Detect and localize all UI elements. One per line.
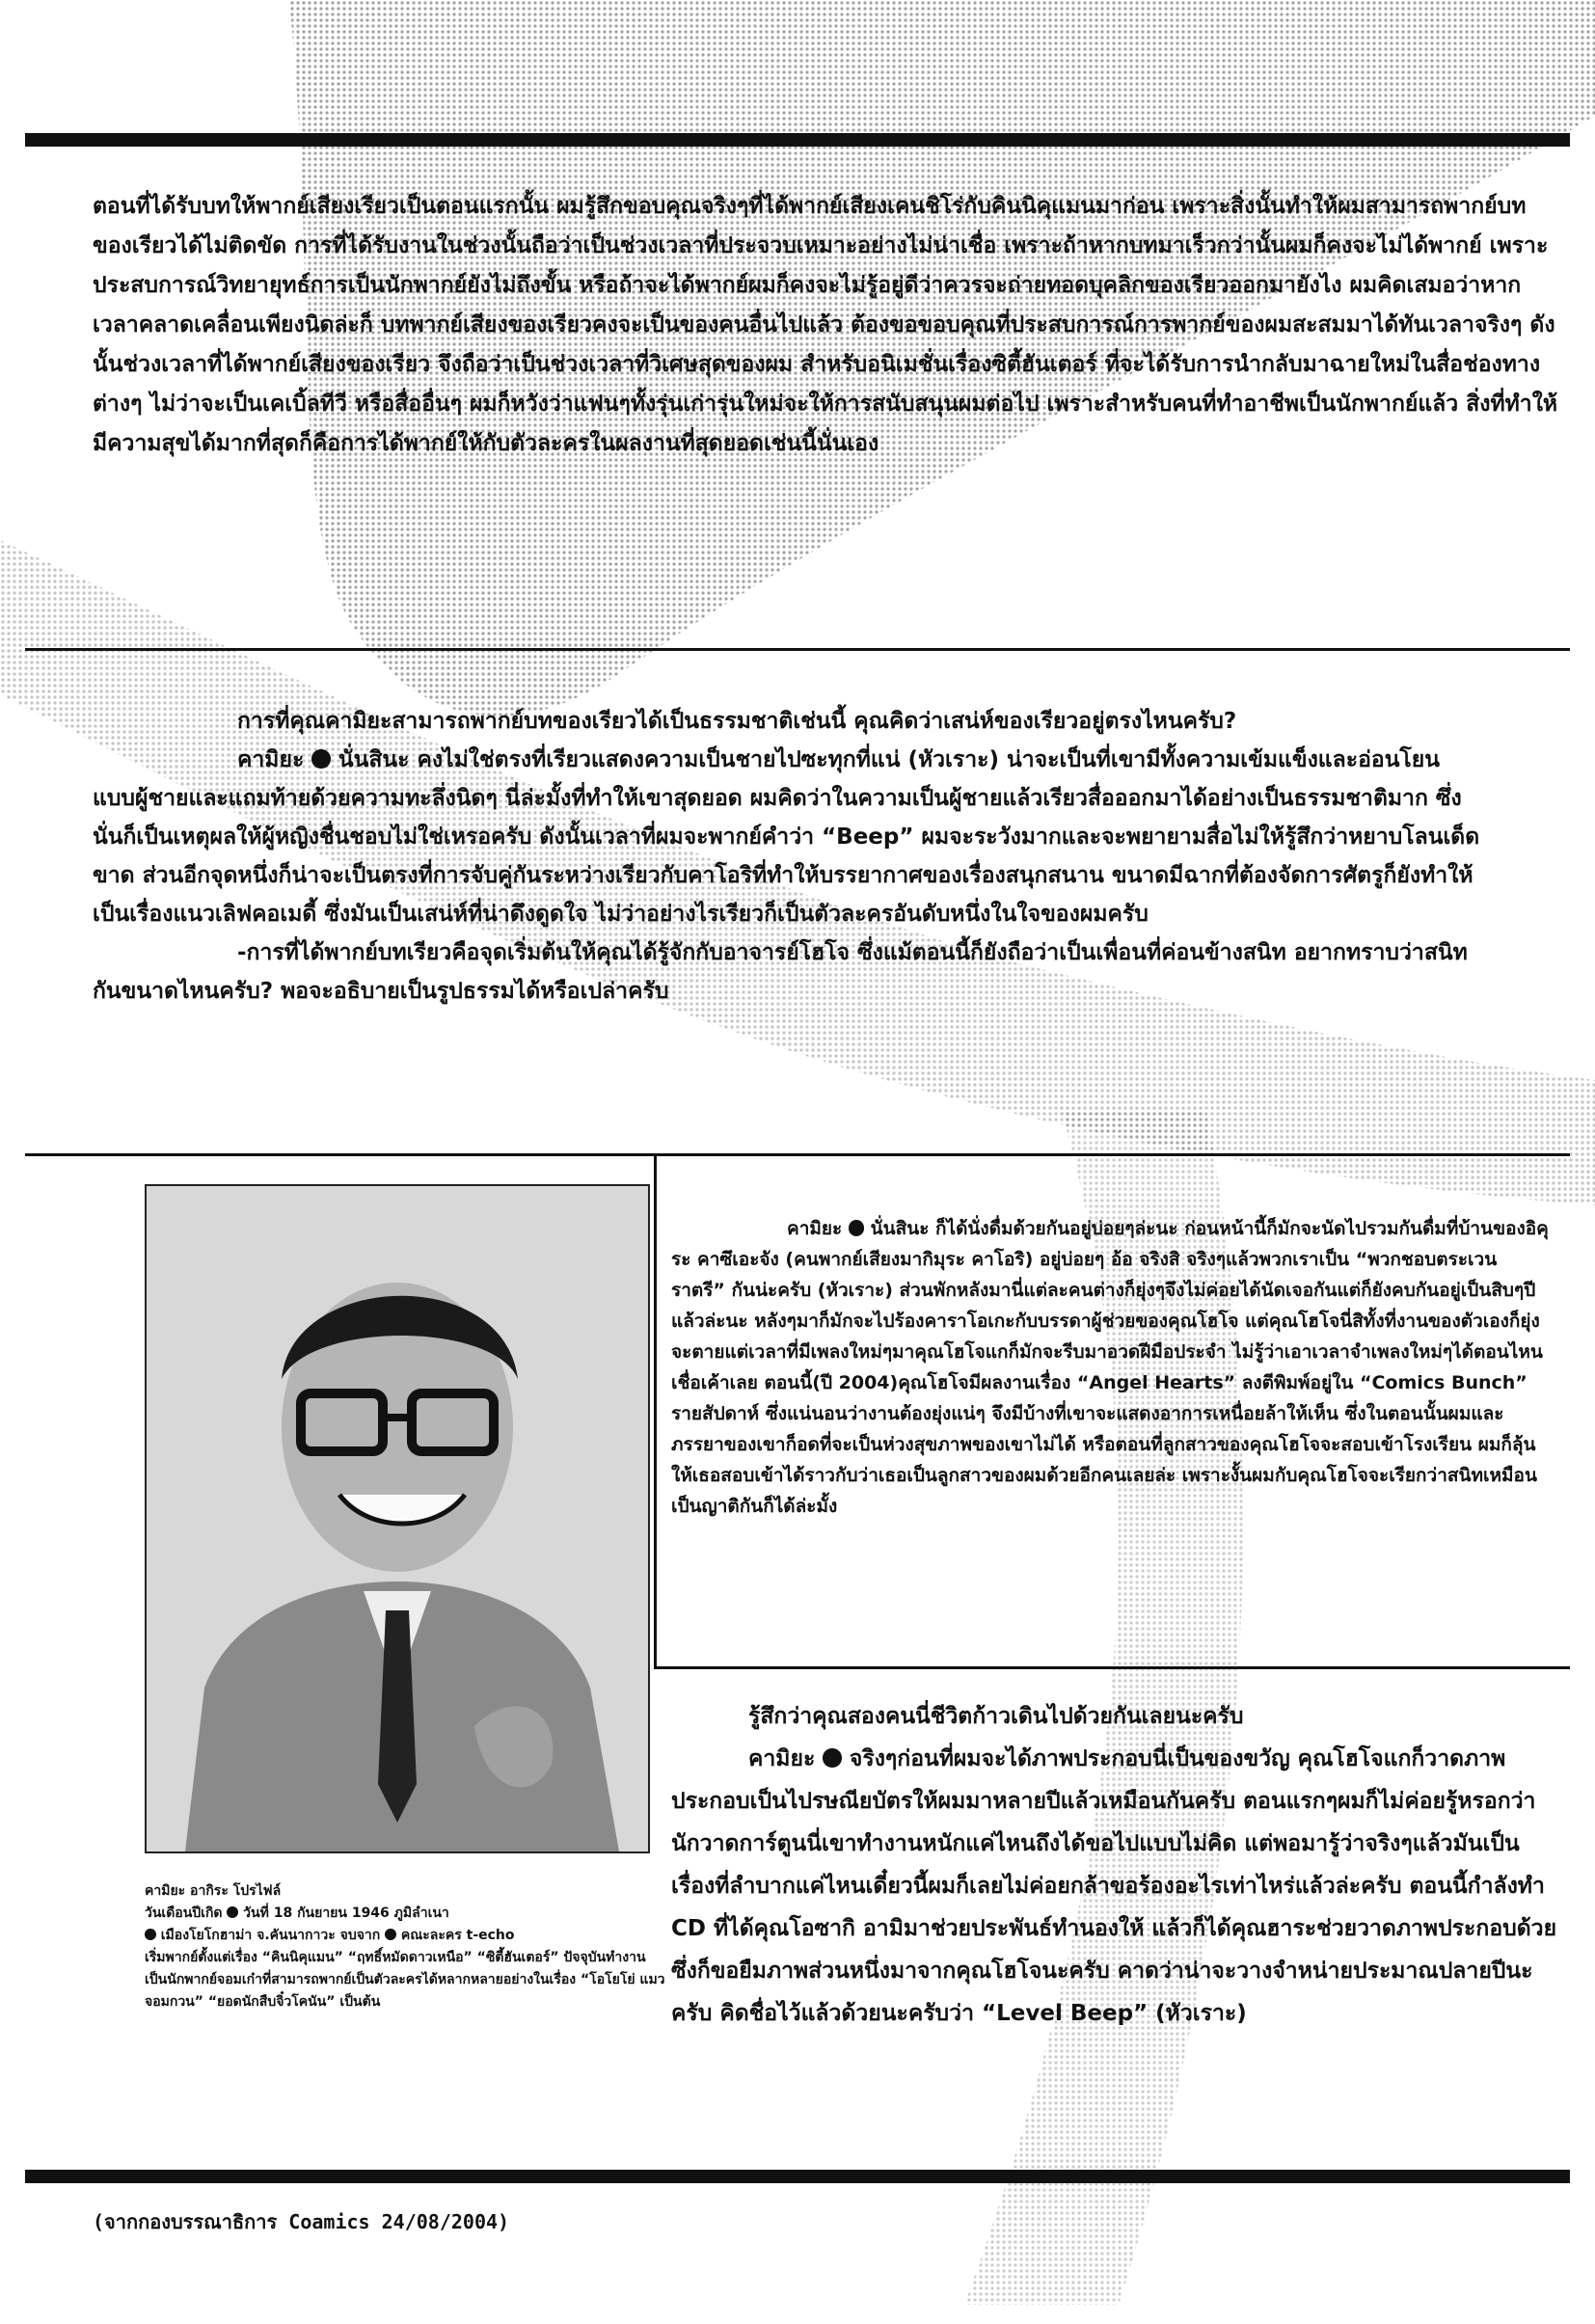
section-2-question: การที่คุณคามิยะสามารถพากย์บทของเรียวได้เป็นธรรมชาติเช่นนี้ คุณคิดว่าเสน่ห์ของเรียวอยู่ตรงไหนครับ? (237, 709, 1237, 734)
section-4-question: รู้สึกว่าคุณสองคนนี่ชีวิตก้าวเดินไปด้วยกันเลยนะครับ (748, 1704, 1244, 1729)
source-credit: (จากกองบรรณาธิการ Coamics 24/08/2004) (93, 2210, 510, 2233)
portrait-illustration (147, 1186, 648, 1851)
column-divider (654, 1153, 657, 1669)
section-2-answer-block (93, 741, 1481, 933)
bullet-dot-icon (227, 1906, 238, 1918)
profile-origin-line (145, 1925, 665, 1947)
birth-value: วันที่ 18 กันยายน 1946 (243, 1905, 390, 1921)
speaker-name: คามิยะ (748, 1746, 816, 1771)
portrait-photo (145, 1184, 650, 1853)
section-1 (93, 187, 1558, 464)
bullet-dot-icon (385, 1929, 396, 1940)
profile-caption (145, 1880, 665, 2013)
section-1-paragraph: ตอนที่ได้รับบทให้พากย์เสียงเรียวเป็นตอนแรกนั้น ผมรู้สึกขอบคุณจริงๆที่ได้พากย์เสียงเคนชิโร่กับคินนิคุแมนมาก่อน เพราะสิ่งนั้นทำให้ผมสามารถพากย์บทของเรียวได้ไม่ติดขัด การที่ได้รับงานในช่วงนั้นถือว่าเป็นช่วงเวลาที่ประจวบเหมาะอย่างไม่น่าเชื่อ เพราะถ้าหากบทมาเร็วกว่านั้นผมก็คงจะไม่ได้พากย์ เพราะประสบการณ์วิทยายุทธ์การเป็นนักพากย์ยังไม่ถึงขั้น หรือถ้าจะได้พากย์ผมก็คงจะไม่รู้อยู่ดีว่าควรจะถ่ายทอดบุคลิกของเรียวออกมายังไง ผมคิดเสมอว่าหากเวลาคลาดเคลื่อนเพียงนิดล่ะก็ บทพากย์เสียงของเรียวคงจะเป็นของคนอื่นไปแล้ว ต้องขอขอบคุณที่ประสบการณ์การพากย์ของผมสะสมมาได้ทันเวลาจริงๆ ดังนั้นช่วงเวลาที่ได้พากย์เสียงของเรียว จึงถือว่าเป็นช่วงเวลาที่วิเศษสุดของผม สำหรับอนิเมชั่นเรื่องซิตี้ฮันเตอร์ ที่จะได้รับการนำกลับมาฉายใหม่ในสื่อช่องทางต่างๆ ไม่ว่าจะเป็นเคเบิ้ลทีวี หรือสื่ออื่นๆ ผมก็หวังว่าแฟนๆทั้งรุ่นเก่ารุ่นใหม่จะให้การสนับสนุนผมต่อไป เพราะสำหรับคนที่ทำอาชีพเป็นนักพากย์แล้ว สิ่งที่ทำให้มีความสุขได้มากที่สุดก็คือการได้พากย์ให้กับตัวละครในผลงานที่สุดยอดเช่นนี้นั่นเอง (93, 194, 1558, 456)
bottom-rule (25, 2170, 1570, 2183)
school-value: คณะละคร t-echo (400, 1928, 515, 1943)
rule-2 (25, 1153, 1570, 1156)
rule-1 (25, 648, 1570, 651)
section-2-answer: นั่นสินะ คงไม่ใช่ตรงที่เรียวแสดงความเป็นชายไปซะทุกที่แน่ (หัวเราะ) น่าจะเป็นที่เขามีทั้งความเข้มแข็งและอ่อนโยนแบบผู้ชายและแถมท้ายด้วยความทะลึ่งนิดๆ นี่ล่ะมั้งที่ทำให้เขาสุดยอด ผมคิดว่าในความเป็นผู้ชายแล้วเรียวสื่อออกมาได้อย่างเป็นธรรมชาติมาก ซึ่งนั่นก็เป็นเหตุผลให้ผู้หญิงชื่นชอบไม่ใช่เหรอครับ ดังนั้นเวลาที่ผมจะพากย์คำว่า “Beep” ผมจะระวังมากและจะพยายามสื่อไม่ให้รู้สึกว่าหยาบโลนเด็ดขาด ส่วนอีกจุดหนึ่งก็น่าจะเป็นตรงที่การจับคู่กันระหว่างเรียวกับคาโอริที่ทำให้บรรยากาศของเรื่องสนุกสนาน ขนาดมีฉากที่ต้องจัดการศัตรูก็ยังทำให้เป็นเรื่องแนวเลิฟคอเมดี้ ซึ่งมันเป็นเสน่ห์ที่น่าดึงดูดใจ ไม่ว่าอย่างไรเรียวก็เป็นตัวละครอันดับหนึ่งในใจของผมครับ (93, 747, 1480, 927)
section-4-answer: จริงๆก่อนที่ผมจะได้ภาพประกอบนี่เป็นของขวัญ คุณโฮโจแกก็วาดภาพประกอบเป็นไปรษณียบัตรให้ผมมาหลายปีแล้วเหมือนกันครับ ตอนแรกๆผมก็ไม่ค่อยรู้หรอกว่านักวาดการ์ตูนนี่เขาทำงานหนักแค่ไหนถึงได้ขอไปแบบไม่คิด แต่พอมารู้ว่าจริงๆแล้วมันเป็นเรื่องที่ลำบากแค่ไหนเดี๋ยวนี้ผมก็เลยไม่ค่อยกล้าขอร้องอะไรเท่าไหร่แล้วล่ะครับ ตอนนี้กำลังทำ CD ที่ได้คุณโอซากิ อามิมาช่วยประพันธ์ทำนองให้ แล้วก็ได้คุณฮาระช่วยวาดภาพประกอบด้วย ซึ่งก็ขอยืมภาพส่วนหนึ่งมาจากคุณโฮโจนะครับ คาดว่าน่าจะวางจำหน่ายประมาณปลายปีนะครับ คิดชื่อไว้แล้วด้วยนะครับว่า “Level Beep” (หัวเราะ) (671, 1746, 1557, 2026)
profile-title: คามิยะ อากิระ โปรไฟล์ (145, 1883, 282, 1899)
school-label: จบจาก (339, 1928, 381, 1943)
section-4 (671, 1695, 1558, 2035)
top-rule (25, 133, 1570, 147)
bullet-dot-icon (849, 1220, 864, 1235)
section-2 (93, 702, 1481, 1011)
profile-career: เริ่มพากย์ตั้งแต่เรื่อง “คินนิคุแมน” “ฤทธิ์หมัดดาวเหนือ” “ซิตี้ฮันเตอร์” ปัจจุบันทำงานเป็นนักพากย์จอมเก๋าที่สามารถพากย์เป็นตัวละครได้หลากหลายอย่างในเรื่อง “โอโยโย่ แมวจอมกวน” “ยอดนักสืบจิ๋วโคนัน” เป็นต้น (145, 1950, 665, 2010)
speaker-name: คามิยะ (787, 1218, 843, 1239)
bullet-dot-icon (311, 749, 331, 769)
section-2-question-2: -การที่ได้พากย์บทเรียวคือจุดเริ่มต้นให้คุณได้รู้จักกับอาจารย์โฮโจ ซึ่งแม้ตอนนี้ก็ยังถือว่าเป็นเพื่อนที่ค่อนข้างสนิท อยากทราบว่าสนิทกันขนาดไหนครับ? พอจะอธิบายเป็นรูปธรรมได้หรือเปล่าครับ (93, 940, 1468, 1004)
speaker-name: คามิยะ (237, 747, 305, 772)
bullet-dot-icon (823, 1748, 842, 1768)
birth-label: วันเดือนปีเกิด (145, 1905, 223, 1921)
rule-3 (654, 1666, 1570, 1669)
section-3-answer: นั่นสินะ ก็ได้นั่งดื่มด้วยกันอยู่บ่อยๆล่ะนะ ก่อนหน้านี้ก็มักจะนัดไปรวมกันดื่มที่บ้านของอิคุระ คาซึเอะจัง (คนพากย์เสียงมากิมุระ คาโอริ) อยู่บ่อยๆ อ้อ จริงสิ จริงๆแล้วพวกเราเป็น “พวกชอบตระเวนราตรี” กันน่ะครับ (หัวเราะ) ส่วนพักหลังมานี่แต่ละคนต่างก็ยุ่งๆจึงไม่ค่อยได้นัดเจอกันแต่ก็ยังคบกันอยู่เป็นสิบๆปีแล้วล่ะนะ หลังๆมาก็มักจะไปร้องคาราโอเกะกับบรรดาผู้ช่วยของคุณโฮโจ แต่คุณโฮโจนี่สิทั้งที่งานของตัวเองก็ยุ่งจะตายแต่เวลาที่มีเพลงใหม่ๆมาคุณโฮโจแกก็มักจะรีบมาอวดฝีมือประจำ ไม่รู้ว่าเอาเวลาจำเพลงใหม่ๆได้ตอนไหน เชื่อเค้าเลย ตอนนี้(ปี 2004)คุณโฮโจมีผลงานเรื่อง “Angel Hearts” ลงตีพิมพ์อยู่ใน “Comics Bunch” รายสัปดาห์ ซึ่งแน่นอนว่างานต้องยุ่งแน่ๆ จึงมีบ้างที่เขาจะแสดงอาการเหนื่อยล้าให้เห็น ซึ่งในตอนนั้นผมและภรรยาของเขาก็อดที่จะเป็นห่วงสุขภาพของเขาไม่ได้ หรือตอนที่ลูกสาวของคุณโฮโจจะสอบเข้าโรงเรียน ผมก็ลุ้นให้เธอสอบเข้าได้ราวกับว่าเธอเป็นลูกสาวของผมด้วยอีกคนเลยล่ะ เพราะงั้นผมกับคุณโฮโจจะเรียกว่าสนิทเหมือนเป็นญาติกันก็ได้ล่ะมั้ง (671, 1218, 1549, 1517)
hometown-value: เมืองโยโกฮาม่า จ.คันนากาวะ (160, 1928, 336, 1943)
section-3-answer-block (671, 1213, 1551, 1522)
section-3 (671, 1213, 1551, 1522)
section-4-answer-block (671, 1738, 1558, 2035)
profile-birth-line (145, 1903, 665, 1925)
hometown-label: ภูมิลำเนา (393, 1905, 449, 1921)
bullet-dot-icon (145, 1929, 156, 1940)
